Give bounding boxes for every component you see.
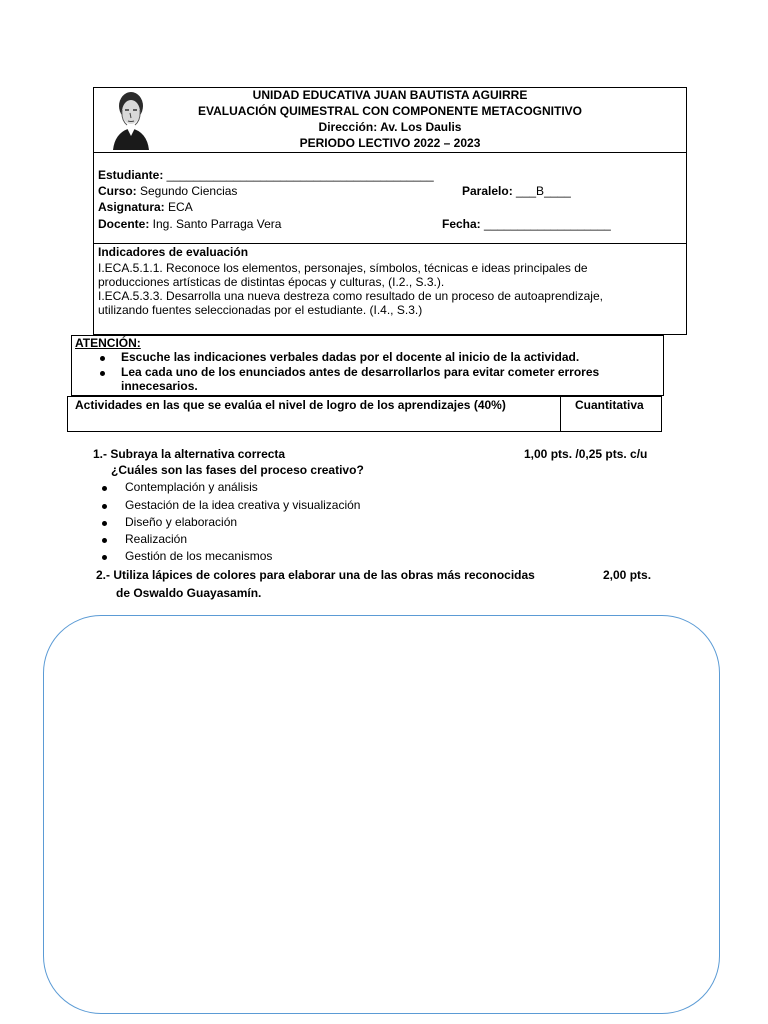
indicator-line-2: producciones artísticas de distintas épocas y culturas, (I.2., S.3.). bbox=[98, 275, 445, 289]
option-5[interactable]: Gestión de los mecanismos bbox=[125, 549, 273, 563]
student-label: Estudiante: bbox=[98, 168, 164, 182]
teacher-row bbox=[98, 217, 281, 231]
subject-value: ECA bbox=[164, 200, 193, 214]
date-label: Fecha: bbox=[442, 217, 481, 231]
exam-title: EVALUACIÓN QUIMESTRAL CON COMPONENTE METACOGNITIVO bbox=[197, 104, 582, 118]
indicators-heading: Indicadores de evaluación bbox=[98, 245, 249, 259]
table-divider bbox=[560, 397, 561, 431]
question-2-line-1: 2.- Utiliza lápices de colores para elaborar una de las obras más reconocidas bbox=[96, 568, 535, 582]
teacher-label: Docente: bbox=[98, 217, 150, 231]
question-2-line-2: de Oswaldo Guayasamín. bbox=[116, 586, 262, 600]
option-bullet-4 bbox=[102, 538, 107, 543]
option-bullet-1 bbox=[102, 486, 107, 491]
indicator-line-4: utilizando fuentes seleccionadas por el estudiante. (I.4., S.3.) bbox=[98, 303, 423, 317]
attention-bullet-2 bbox=[100, 371, 105, 376]
date-field[interactable]: ___________________ bbox=[480, 217, 611, 231]
subject-row bbox=[98, 200, 193, 214]
address: Dirección: Av. Los Daulis bbox=[318, 120, 462, 134]
question-1-points: 1,00 pts. /0,25 pts. c/u bbox=[524, 447, 648, 461]
question-1-title: 1.- Subraya la alternativa correcta bbox=[93, 447, 286, 461]
student-row bbox=[98, 168, 434, 182]
question-1-prompt: ¿Cuáles son las fases del proceso creativo? bbox=[111, 463, 364, 477]
course-label: Curso: bbox=[98, 184, 137, 198]
quantitative-header: Cuantitativa bbox=[575, 398, 644, 412]
option-bullet-3 bbox=[102, 521, 107, 526]
option-4[interactable]: Realización bbox=[125, 532, 188, 546]
attention-box bbox=[71, 335, 664, 396]
indicator-line-3: I.ECA.5.3.3. Desarrolla una nueva destreza como resultado de un proceso de autoaprendizaje, bbox=[98, 289, 603, 303]
attention-item-1: Escuche las indicaciones verbales dadas por el docente al inicio de la actividad. bbox=[121, 350, 580, 364]
student-info-box bbox=[93, 152, 687, 244]
course-row bbox=[98, 184, 237, 198]
teacher-value: Ing. Santo Parraga Vera bbox=[149, 217, 282, 231]
header-box bbox=[93, 87, 687, 153]
indicators-box bbox=[93, 243, 687, 335]
school-name: UNIDAD EDUCATIVA JUAN BAUTISTA AGUIRRE bbox=[252, 88, 528, 102]
activities-table bbox=[67, 396, 662, 432]
attention-item-2: Lea cada uno de los enunciados antes de desarrollarlos para evitar cometer errores bbox=[121, 365, 600, 379]
indicator-line-1: I.ECA.5.1.1. Reconoce los elementos, personajes, símbolos, técnicas e ideas principales de bbox=[98, 261, 588, 275]
parallel-value: ___B____ bbox=[512, 184, 571, 198]
attention-heading: ATENCIÓN: bbox=[75, 336, 141, 350]
activities-header: Actividades en las que se evalúa el nivel de logro de los aprendizajes (40%) bbox=[75, 398, 506, 412]
parallel-label: Paralelo: bbox=[462, 184, 513, 198]
option-bullet-5 bbox=[102, 555, 107, 560]
course-value: Segundo Ciencias bbox=[136, 184, 238, 198]
parallel-row bbox=[462, 184, 571, 198]
date-row bbox=[442, 217, 611, 231]
attention-item-2-cont: innecesarios. bbox=[121, 379, 198, 393]
period: PERIODO LECTIVO 2022 – 2023 bbox=[299, 136, 481, 150]
student-field[interactable]: ________________________________________ bbox=[163, 168, 434, 182]
option-3[interactable]: Diseño y elaboración bbox=[125, 515, 238, 529]
subject-label: Asignatura: bbox=[98, 200, 165, 214]
attention-bullet-1 bbox=[100, 356, 105, 361]
question-2-points: 2,00 pts. bbox=[603, 568, 652, 582]
option-bullet-2 bbox=[102, 504, 107, 509]
option-2[interactable]: Gestación de la idea creativa y visualización bbox=[125, 498, 361, 512]
drawing-area[interactable] bbox=[43, 615, 720, 1014]
option-1[interactable]: Contemplación y análisis bbox=[125, 480, 258, 494]
